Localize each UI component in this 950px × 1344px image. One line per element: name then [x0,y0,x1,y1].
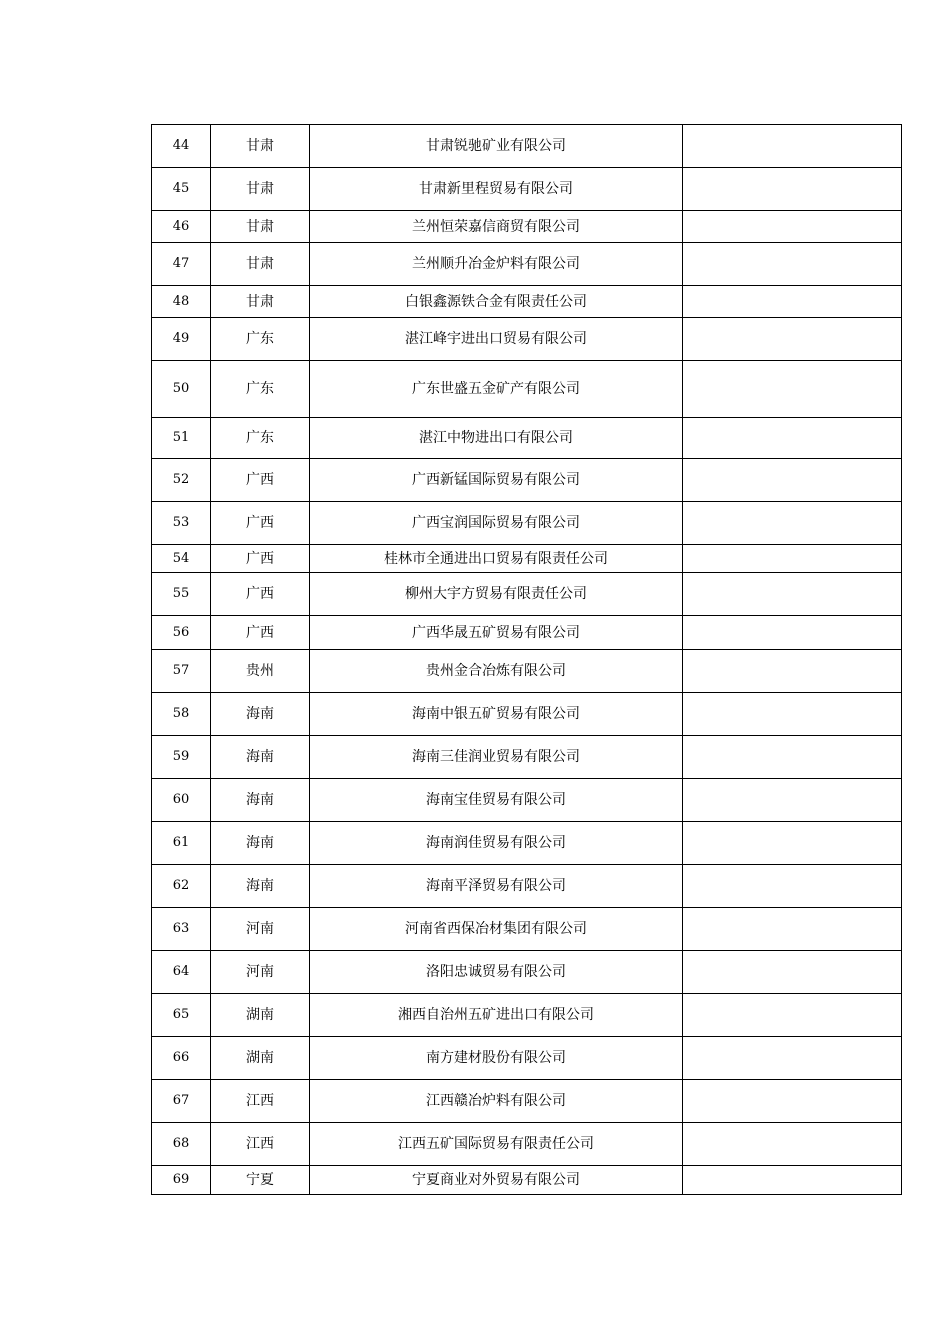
row-number-cell: 58 [152,693,211,736]
company-name-cell: 柳州大宇方贸易有限责任公司 [310,573,683,616]
table-row [152,318,902,361]
note-cell [683,779,902,822]
note-cell [683,951,902,994]
table-row [152,418,902,459]
note-cell [683,125,902,168]
row-number-cell: 63 [152,908,211,951]
row-number-cell: 51 [152,418,211,459]
company-name-cell: 兰州恒荣嘉信商贸有限公司 [310,211,683,243]
row-number-cell: 67 [152,1080,211,1123]
province-cell: 广西 [211,616,310,650]
company-name-cell: 贵州金合冶炼有限公司 [310,650,683,693]
table-row [152,1166,902,1195]
province-cell: 广西 [211,459,310,502]
row-number-cell: 69 [152,1166,211,1195]
company-name-cell: 海南平泽贸易有限公司 [310,865,683,908]
row-number-cell: 60 [152,779,211,822]
company-name-cell: 甘肃锐驰矿业有限公司 [310,125,683,168]
note-cell [683,1037,902,1080]
company-name-cell: 广西宝润国际贸易有限公司 [310,502,683,545]
row-number-cell: 64 [152,951,211,994]
company-name-cell: 湛江中物进出口有限公司 [310,418,683,459]
note-cell [683,822,902,865]
note-cell [683,318,902,361]
province-cell: 海南 [211,865,310,908]
table-row [152,650,902,693]
note-cell [683,573,902,616]
note-cell [683,994,902,1037]
company-name-cell: 白银鑫源铁合金有限责任公司 [310,286,683,318]
note-cell [683,168,902,211]
row-number-cell: 49 [152,318,211,361]
note-cell [683,502,902,545]
province-cell: 广东 [211,318,310,361]
table-body [152,125,902,1195]
table-row [152,616,902,650]
province-cell: 甘肃 [211,243,310,286]
row-number-cell: 59 [152,736,211,779]
province-cell: 湖南 [211,1037,310,1080]
table-row [152,822,902,865]
company-name-cell: 海南三佳润业贸易有限公司 [310,736,683,779]
row-number-cell: 47 [152,243,211,286]
company-list-table [151,124,902,1195]
company-name-cell: 洛阳忠诚贸易有限公司 [310,951,683,994]
row-number-cell: 61 [152,822,211,865]
row-number-cell: 66 [152,1037,211,1080]
table-row [152,502,902,545]
table-row [152,865,902,908]
note-cell [683,650,902,693]
province-cell: 江西 [211,1123,310,1166]
company-name-cell: 江西赣冶炉料有限公司 [310,1080,683,1123]
row-number-cell: 62 [152,865,211,908]
table-row [152,545,902,573]
company-name-cell: 兰州顺升冶金炉料有限公司 [310,243,683,286]
province-cell: 甘肃 [211,211,310,243]
table-row [152,361,902,418]
note-cell [683,545,902,573]
table-row [152,779,902,822]
row-number-cell: 48 [152,286,211,318]
table-row [152,1080,902,1123]
note-cell [683,693,902,736]
table-row [152,908,902,951]
province-cell: 湖南 [211,994,310,1037]
table-row [152,243,902,286]
company-name-cell: 广西新锰国际贸易有限公司 [310,459,683,502]
note-cell [683,1166,902,1195]
table-row [152,211,902,243]
table-row [152,459,902,502]
province-cell: 海南 [211,736,310,779]
table-row [152,1123,902,1166]
row-number-cell: 53 [152,502,211,545]
company-name-cell: 海南中银五矿贸易有限公司 [310,693,683,736]
row-number-cell: 57 [152,650,211,693]
table-row [152,125,902,168]
province-cell: 河南 [211,908,310,951]
province-cell: 甘肃 [211,286,310,318]
province-cell: 广西 [211,502,310,545]
row-number-cell: 50 [152,361,211,418]
company-name-cell: 河南省西保冶材集团有限公司 [310,908,683,951]
company-name-cell: 湛江峰宇进出口贸易有限公司 [310,318,683,361]
company-name-cell: 宁夏商业对外贸易有限公司 [310,1166,683,1195]
province-cell: 广西 [211,573,310,616]
province-cell: 广西 [211,545,310,573]
company-name-cell: 南方建材股份有限公司 [310,1037,683,1080]
province-cell: 甘肃 [211,168,310,211]
row-number-cell: 56 [152,616,211,650]
row-number-cell: 68 [152,1123,211,1166]
province-cell: 河南 [211,951,310,994]
table-row [152,286,902,318]
row-number-cell: 46 [152,211,211,243]
province-cell: 贵州 [211,650,310,693]
note-cell [683,616,902,650]
province-cell: 广东 [211,361,310,418]
company-name-cell: 江西五矿国际贸易有限责任公司 [310,1123,683,1166]
company-name-cell: 海南润佳贸易有限公司 [310,822,683,865]
company-name-cell: 甘肃新里程贸易有限公司 [310,168,683,211]
province-cell: 海南 [211,693,310,736]
company-name-cell: 海南宝佳贸易有限公司 [310,779,683,822]
note-cell [683,1123,902,1166]
note-cell [683,361,902,418]
note-cell [683,736,902,779]
province-cell: 海南 [211,822,310,865]
table-row [152,951,902,994]
row-number-cell: 55 [152,573,211,616]
note-cell [683,418,902,459]
note-cell [683,286,902,318]
company-name-cell: 广东世盛五金矿产有限公司 [310,361,683,418]
table-row [152,693,902,736]
province-cell: 海南 [211,779,310,822]
note-cell [683,459,902,502]
table-row [152,1037,902,1080]
province-cell: 甘肃 [211,125,310,168]
province-cell: 宁夏 [211,1166,310,1195]
table-row [152,994,902,1037]
row-number-cell: 44 [152,125,211,168]
row-number-cell: 54 [152,545,211,573]
note-cell [683,1080,902,1123]
note-cell [683,908,902,951]
company-name-cell: 桂林市全通进出口贸易有限责任公司 [310,545,683,573]
note-cell [683,243,902,286]
row-number-cell: 45 [152,168,211,211]
row-number-cell: 52 [152,459,211,502]
row-number-cell: 65 [152,994,211,1037]
province-cell: 广东 [211,418,310,459]
table-row [152,573,902,616]
note-cell [683,211,902,243]
company-name-cell: 湘西自治州五矿进出口有限公司 [310,994,683,1037]
table-row [152,168,902,211]
table-row [152,736,902,779]
company-name-cell: 广西华晟五矿贸易有限公司 [310,616,683,650]
province-cell: 江西 [211,1080,310,1123]
note-cell [683,865,902,908]
